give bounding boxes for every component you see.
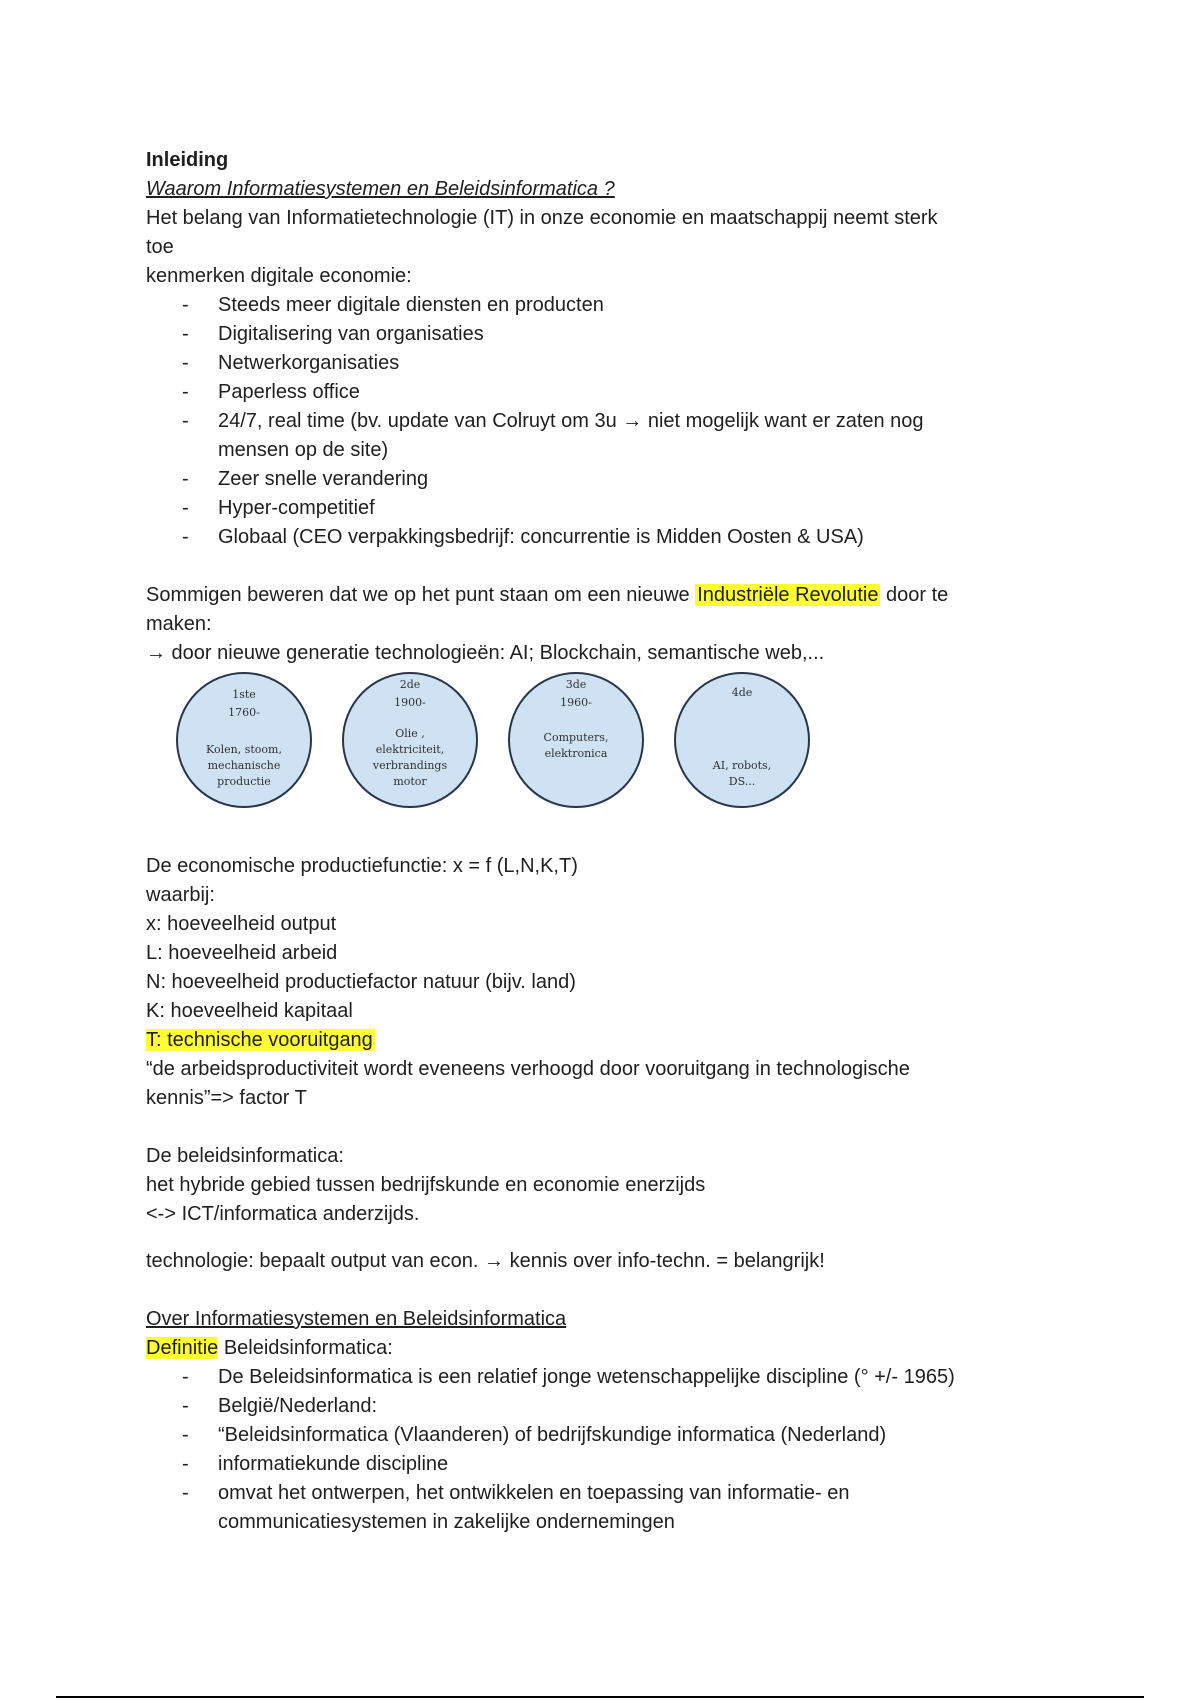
features-list xyxy=(146,291,1066,552)
revolution-text: Sommigen beweren dat we op het punt staan om een nieuwe xyxy=(146,584,696,606)
list-item: - omvat het ontwerpen, het ontwikkelen en toepassing van informatie- en xyxy=(146,1479,1066,1508)
revolution-line: maken: xyxy=(146,613,212,635)
definition-list xyxy=(146,1363,1066,1537)
list-item: - Globaal (CEO verpakkingsbedrijf: concurrentie is Midden Oosten & USA) xyxy=(146,523,1066,552)
description-line: Computers, xyxy=(543,731,609,744)
list-item: - Digitalisering van organisaties xyxy=(146,320,1066,349)
description-line: mechanische xyxy=(207,759,281,772)
highlight-industriele-revolutie: Industriële Revolutie xyxy=(697,584,879,606)
list-item: - Zeer snelle verandering xyxy=(146,465,1066,494)
features-label: kenmerken digitale economie: xyxy=(146,265,412,287)
ordinal: 3de xyxy=(565,678,587,691)
list-item-continuation: communicatiesystemen in zakelijke ondernemingen xyxy=(218,1511,675,1533)
quote-line: “de arbeidsproductiviteit wordt eveneens verhoogd door vooruitgang in technologische xyxy=(146,1058,910,1080)
tech-line: technologie: bepaalt output van econ. → kennis over info-techn. = belangrijk! xyxy=(146,1250,825,1272)
year: 1760- xyxy=(228,706,260,719)
description-line: elektriciteit, xyxy=(375,743,445,756)
revolution-circle-1 xyxy=(176,672,312,808)
quote-line: kennis”=> factor T xyxy=(146,1087,307,1109)
description xyxy=(188,742,300,790)
description xyxy=(686,758,798,790)
bi-line: het hybride gebied tussen bedrijfskunde en economie enerzijds xyxy=(146,1174,706,1196)
list-item: - De Beleidsinformatica is een relatief jonge wetenschappelijke discipline (° +/- 1965) xyxy=(146,1363,1066,1392)
variable-t xyxy=(146,1026,1066,1055)
list-item: - Hyper-competitief xyxy=(146,494,1066,523)
description-line: DS... xyxy=(728,775,756,788)
list-item: - België/Nederland: xyxy=(146,1392,1066,1421)
bi-label: De beleidsinformatica: xyxy=(146,1145,344,1167)
variable-k: K: hoeveelheid kapitaal xyxy=(146,1000,353,1022)
revolution-circle-4 xyxy=(674,672,810,808)
revolution-circle-2 xyxy=(342,672,478,808)
description-line: elektronica xyxy=(544,747,608,760)
revolution-text: door te xyxy=(880,584,949,606)
production-function: De economische productiefunctie: x = f (L,N,K,T) xyxy=(146,855,578,877)
description-line: motor xyxy=(393,775,427,788)
highlight-technische-vooruitgang: T: technische vooruitgang xyxy=(146,1029,373,1051)
description xyxy=(520,730,632,762)
variable-l: L: hoeveelheid arbeid xyxy=(146,942,338,964)
ordinal: 1ste xyxy=(232,688,256,701)
document-page xyxy=(146,146,1066,1537)
list-item: - “Beleidsinformatica (Vlaanderen) of bedrijfskundige informatica (Nederland) xyxy=(146,1421,1066,1450)
section-title: Over Informatiesystemen en Beleidsinformatica xyxy=(146,1308,567,1330)
description-line: Kolen, stoom, xyxy=(206,743,282,756)
description-line: productie xyxy=(217,775,271,788)
ordinal: 4de xyxy=(731,686,753,699)
year: 1900- xyxy=(394,696,426,709)
variable-x: x: hoeveelheid output xyxy=(146,913,337,935)
where-label: waarbij: xyxy=(146,884,215,906)
list-item: - Netwerkorganisaties xyxy=(146,349,1066,378)
heading: Inleiding xyxy=(146,149,229,171)
list-item-continuation: mensen op de site) xyxy=(218,439,389,461)
list-item: - 24/7, real time (bv. update van Colruyt om 3u → niet mogelijk want er zaten nog xyxy=(146,407,1066,436)
revolution-paragraph xyxy=(146,581,1066,610)
description xyxy=(354,726,466,790)
variable-n: N: hoeveelheid productiefactor natuur (bijv. land) xyxy=(146,971,576,993)
list-item: - informatiekunde discipline xyxy=(146,1450,1066,1479)
intro-line: toe xyxy=(146,236,174,258)
intro-line: Het belang van Informatietechnologie (IT) in onze economie en maatschappij neemt sterk xyxy=(146,207,938,229)
list-item: - Paperless office xyxy=(146,378,1066,407)
revolution-line: → door nieuwe generatie technologieën: AI; Blockchain, semantische web,... xyxy=(146,642,825,664)
revolutions-diagram xyxy=(146,672,1066,832)
footer-rule xyxy=(56,1696,1144,1698)
ordinal: 2de xyxy=(399,678,421,691)
definition-text: Beleidsinformatica: xyxy=(218,1337,393,1359)
definition-line xyxy=(146,1334,1066,1363)
year: 1960- xyxy=(560,696,592,709)
revolution-circle-3 xyxy=(508,672,644,808)
bi-line: <-> ICT/informatica anderzijds. xyxy=(146,1203,420,1225)
highlight-definitie: Definitie xyxy=(146,1337,219,1359)
list-item: - Steeds meer digitale diensten en producten xyxy=(146,291,1066,320)
subheading: Waarom Informatiesystemen en Beleidsinformatica ? xyxy=(146,178,615,200)
description-line: verbrandings xyxy=(372,759,448,772)
description-line: AI, robots, xyxy=(712,759,772,772)
description-line: Olie , xyxy=(395,727,425,740)
